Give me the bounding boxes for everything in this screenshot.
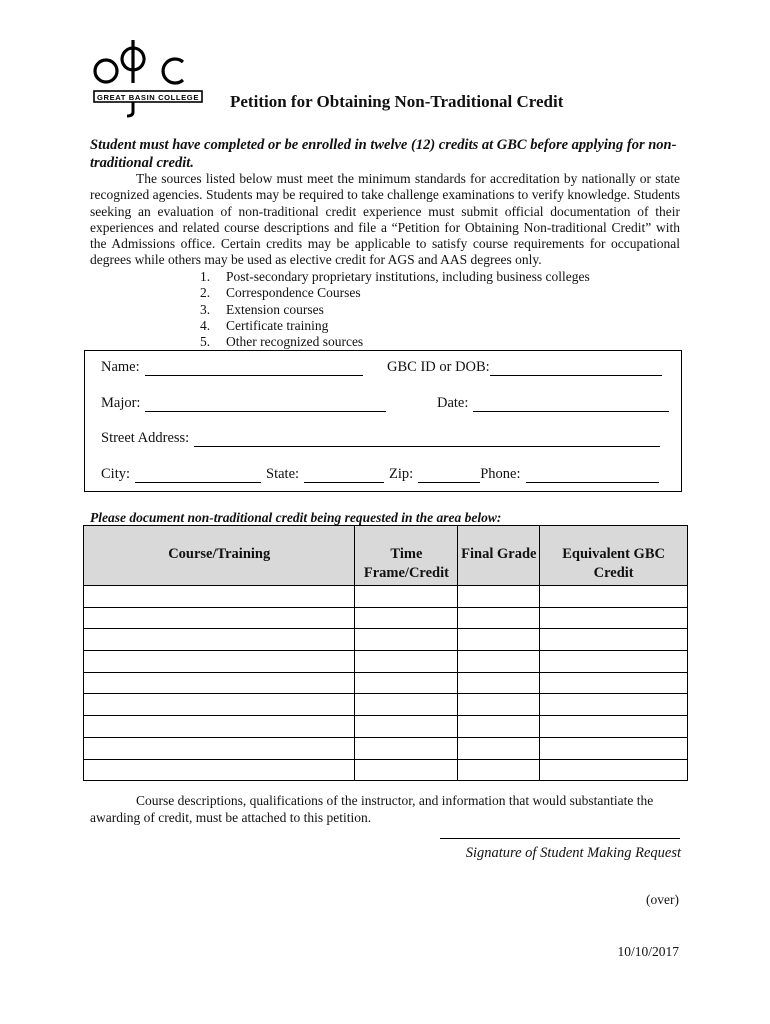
attachment-text: Course descriptions, qualifications of the instructor, and information that would substantiate the awarding of credit, must be attached to this petition. — [90, 793, 654, 825]
street-label: Street Address: — [101, 430, 190, 446]
table-row — [84, 629, 688, 651]
table-cell-final-grade[interactable] — [458, 651, 540, 673]
gbc-id-input[interactable] — [490, 361, 662, 376]
table-cell-time-frame[interactable] — [355, 759, 458, 781]
table-cell-course[interactable] — [84, 672, 355, 694]
date-label: Date: — [437, 395, 469, 411]
table-cell-final-grade[interactable] — [458, 629, 540, 651]
table-cell-time-frame[interactable] — [355, 737, 458, 759]
list-item — [200, 334, 590, 350]
street-input[interactable] — [194, 432, 660, 447]
list-number: 3. — [200, 301, 211, 317]
table-cell-final-grade[interactable] — [458, 672, 540, 694]
table-cell-course[interactable] — [84, 586, 355, 608]
list-text: Correspondence Courses — [226, 285, 361, 301]
table-cell-course[interactable] — [84, 737, 355, 759]
table-row — [84, 716, 688, 738]
city-label: City: — [101, 466, 131, 482]
gbc-id-field — [387, 359, 667, 376]
phone-input[interactable] — [526, 468, 659, 483]
table-caption: Please document non-traditional credit being requested in the area below: — [90, 510, 502, 525]
table-cell-equivalent-credit[interactable] — [540, 716, 688, 738]
table-row — [84, 759, 688, 781]
table-cell-course[interactable] — [84, 694, 355, 716]
table-cell-course[interactable] — [84, 607, 355, 629]
major-field — [101, 395, 391, 412]
table-cell-time-frame[interactable] — [355, 629, 458, 651]
column-header-time-frame: Time Frame/Credit — [355, 526, 458, 586]
major-input[interactable] — [145, 397, 386, 412]
page-title: Petition for Obtaining Non-Traditional Credit — [230, 92, 564, 111]
table-cell-time-frame[interactable] — [355, 586, 458, 608]
zip-label: Zip: — [389, 466, 414, 482]
table-cell-final-grade[interactable] — [458, 737, 540, 759]
name-field — [101, 359, 368, 376]
major-label: Major: — [101, 395, 141, 411]
list-text: Other recognized sources — [226, 334, 364, 350]
table-cell-equivalent-credit[interactable] — [540, 737, 688, 759]
table-cell-course[interactable] — [84, 759, 355, 781]
table-cell-final-grade[interactable] — [458, 759, 540, 781]
table-cell-time-frame[interactable] — [355, 607, 458, 629]
table-row — [84, 737, 688, 759]
requirement-note: Student must have completed or be enrolled in twelve (12) credits at GBC before applying for non-traditional credit. — [90, 137, 677, 171]
table-cell-time-frame[interactable] — [355, 694, 458, 716]
table-row — [84, 694, 688, 716]
list-number: 2. — [200, 285, 211, 301]
table-cell-equivalent-credit[interactable] — [540, 694, 688, 716]
name-label: Name: — [101, 359, 140, 375]
table-body — [84, 586, 688, 781]
list-number: 4. — [200, 317, 211, 333]
gbc-id-label: GBC ID or DOB: — [387, 359, 490, 375]
state-input[interactable] — [304, 468, 384, 483]
list-item — [200, 302, 590, 318]
list-number: 5. — [200, 334, 211, 350]
table-cell-course[interactable] — [84, 716, 355, 738]
intro-text: The sources listed below must meet the minimum standards for accreditation by nationally or state recognized agencies. Students may be required to take challenge examinations to verify knowledge. Students seeking an evaluation of non-traditional credit experience must submit official documentation of their experiences and related course descriptions and file a “Petition for Obtaining Non-traditional Credit” with the Admissions office. Certain credits may be applicable to satisfy course requirements for occupational degrees while others may be used as elective credit for AGS and AAS degrees only. — [90, 171, 680, 268]
column-header-final-grade: Final Grade — [458, 526, 540, 586]
street-field — [101, 430, 665, 447]
list-item — [200, 269, 590, 285]
list-text: Post-secondary proprietary institutions, including business colleges — [226, 269, 590, 284]
signature-line[interactable] — [440, 838, 680, 839]
zip-input[interactable] — [418, 468, 480, 483]
table-cell-course[interactable] — [84, 629, 355, 651]
attachment-note — [90, 792, 675, 826]
table-cell-equivalent-credit[interactable] — [540, 651, 688, 673]
table-cell-time-frame[interactable] — [355, 651, 458, 673]
sources-list — [200, 269, 590, 350]
table-cell-course[interactable] — [84, 651, 355, 673]
table-cell-time-frame[interactable] — [355, 716, 458, 738]
credit-table — [83, 525, 688, 781]
signature-caption: Signature of Student Making Request — [465, 845, 681, 861]
logo-text: GREAT BASIN COLLEGE — [97, 92, 199, 102]
state-label: State: — [266, 466, 300, 482]
intro-paragraph — [90, 171, 680, 269]
table-row — [84, 672, 688, 694]
table-header-row — [84, 526, 688, 586]
table-row — [84, 651, 688, 673]
table-cell-final-grade[interactable] — [458, 607, 540, 629]
name-input[interactable] — [145, 361, 363, 376]
phone-label: Phone: — [480, 466, 521, 482]
table-cell-equivalent-credit[interactable] — [540, 759, 688, 781]
table-cell-time-frame[interactable] — [355, 672, 458, 694]
table-row — [84, 586, 688, 608]
city-input[interactable] — [135, 468, 261, 483]
address-row — [101, 466, 664, 483]
table-cell-equivalent-credit[interactable] — [540, 672, 688, 694]
table-cell-equivalent-credit[interactable] — [540, 586, 688, 608]
table-cell-final-grade[interactable] — [458, 716, 540, 738]
column-header-course: Course/Training — [84, 526, 355, 586]
document-date: 10/10/2017 — [617, 944, 679, 959]
list-item — [200, 318, 590, 334]
student-info-box — [84, 350, 682, 492]
date-input[interactable] — [473, 397, 669, 412]
column-header-equivalent-credit: Equivalent GBC Credit — [540, 526, 688, 586]
over-note: (over) — [646, 892, 679, 907]
great-basin-college-logo — [88, 38, 208, 118]
table-cell-final-grade[interactable] — [458, 694, 540, 716]
table-cell-equivalent-credit[interactable] — [540, 607, 688, 629]
list-item — [200, 285, 590, 301]
list-text: Certificate training — [226, 317, 329, 333]
table-row — [84, 607, 688, 629]
list-number: 1. — [200, 269, 211, 284]
list-text: Extension courses — [226, 301, 324, 317]
table-cell-final-grade[interactable] — [458, 586, 540, 608]
table-cell-equivalent-credit[interactable] — [540, 629, 688, 651]
date-field — [437, 395, 674, 412]
